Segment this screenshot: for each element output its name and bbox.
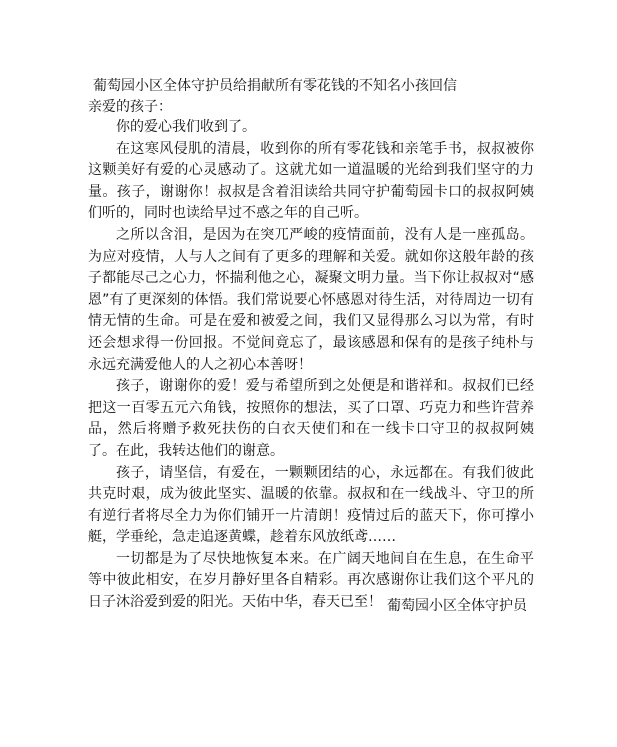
letter-paragraph: 孩子，请坚信，有爱在，一颗颗团结的心，永远都在。有我们彼此共克时艰，成为彼此坚实、温暖的依靠。叔叔和在一线战斗、守卫的所有逆行者将尽全力为你们铺开一片清朗！疫情过后的蓝天下，你可撑小艇，学垂纶，急走追逐黄蝶，趁着东风放纸鸢……: [88, 464, 534, 546]
letter-body: [88, 117, 534, 614]
letter-paragraph: 孩子，谢谢你的爱！爱与希望所到之处便是和谐祥和。叔叔们已经把这一百零五元六角钱，按照你的想法，买了口罩、巧克力和些许营养品，然后将赠予救死扶伤的白衣天使们和在一线卡口守卫的叔叔阿姨了。在此，我转达他们的谢意。: [88, 378, 534, 459]
letter-paragraph: 在这寒风侵肌的清晨，收到你的所有零花钱和亲笔手书，叔叔被你这颗美好有爱的心灵感动了。这就尤如一道温暖的光给到我们坚守的力量。孩子，谢谢你！叔叔是含着泪读给共同守护葡萄园卡口的叔叔阿姨们听的，同时也读给早过不惑之年的自己听。: [88, 140, 534, 222]
letter-paragraph: 之所以含泪，是因为在突兀严峻的疫情面前，没有人是一座孤岛。为应对疫情，人与人之间有了更多的理解和关爱。就如你这般年龄的孩子都能尽己之心力，怀揣利他之心，凝聚文明力量。当下你让叔叔对“感恩”有了更深刻的体悟。我们常说要心怀感恩对待生活，对待周边一切有情无情的生命。可是在爱和被爱之间，我们又显得那么习以为常，有时还会想求得一份回报。不觉间竟忘了，最该感恩和保有的是孩子纯朴与永远充满爱他人的人之初心本善呀！: [88, 226, 534, 373]
letter-signature: 葡萄园小区全体守护员: [387, 598, 527, 614]
letter-paragraph: 一切都是为了尽快地恢复本来。在广阔天地间自在生息，在生命平等中彼此相安，在岁月静好里各自精彩。再次感谢你让我们这个平凡的日子沐浴爱到爱的阳光。天佑中华，春天已至！: [88, 550, 534, 611]
letter-paragraph: 你的爱心我们收到了。: [116, 119, 256, 135]
letter-salutation: 亲爱的孩子：: [88, 99, 172, 115]
letter-title: 葡萄园小区全体守护员给捐献所有零花钱的不知名小孩回信: [93, 78, 457, 94]
